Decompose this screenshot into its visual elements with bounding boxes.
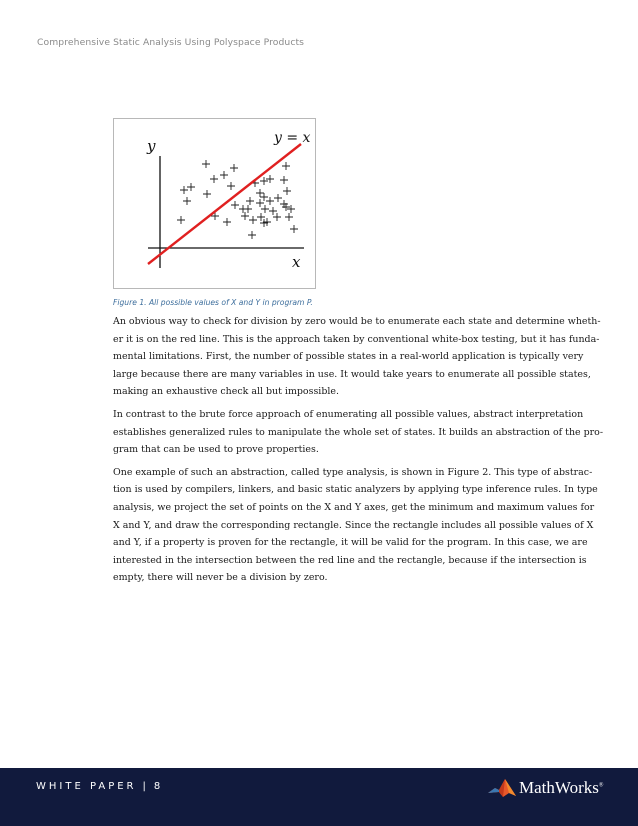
scatter-plot xyxy=(114,119,315,288)
membrane-icon xyxy=(487,777,517,799)
registered-mark: ® xyxy=(598,782,604,789)
plus-marker xyxy=(266,197,274,205)
text-line: er it is on the red line. This is the approach taken by conventional white-box testing, but it has funda- xyxy=(113,333,600,345)
text-line: and Y, if a property is proven for the rectangle, it will be valid for the program. In this case, we are xyxy=(113,537,588,549)
diagonal-line-y-equals-x xyxy=(148,144,301,264)
plus-marker xyxy=(220,171,228,179)
plus-marker xyxy=(246,197,254,205)
plus-marker xyxy=(283,187,291,195)
text-line: mental limitations. First, the number of possible states in a real-world application is typically very xyxy=(113,351,584,363)
text-line: interested in the intersection between the red line and the rectangle, because if the intersection is xyxy=(113,554,587,566)
figure-caption: Figure 1. All possible values of X and Y in program P. xyxy=(113,298,313,307)
plus-marker xyxy=(210,175,218,183)
text-line: establishes generalized rules to manipulate the whole set of states. It builds an abstraction of the pro- xyxy=(113,426,604,438)
text-line: An obvious way to check for division by zero would be to enumerate each state and determine wheth- xyxy=(113,316,601,327)
body-text xyxy=(113,313,604,592)
plus-marker xyxy=(180,186,188,194)
scatter-figure xyxy=(113,118,316,289)
plus-marker xyxy=(203,190,211,198)
page-footer xyxy=(0,768,638,826)
plus-marker xyxy=(260,193,268,201)
plus-marker xyxy=(274,194,282,202)
plus-marker xyxy=(256,189,264,197)
plus-marker xyxy=(249,216,257,224)
plus-marker xyxy=(183,197,191,205)
plus-marker xyxy=(223,218,231,226)
text-line: In contrast to the brute force approach of enumerating all possible values, abstract interpretation xyxy=(113,408,584,420)
plus-marker xyxy=(285,213,293,221)
plus-marker xyxy=(269,207,277,215)
text-line: gram that can be used to prove properties. xyxy=(113,444,319,456)
paragraph-1 xyxy=(113,313,601,401)
footer-label xyxy=(36,781,160,792)
plus-marker xyxy=(230,164,238,172)
plus-marker xyxy=(261,205,269,213)
plus-marker xyxy=(280,176,288,184)
paragraph-3 xyxy=(113,464,598,587)
plus-marker xyxy=(266,175,274,183)
plus-marker xyxy=(256,199,264,207)
plus-marker xyxy=(231,201,239,209)
plus-marker xyxy=(187,183,195,191)
text-line: analysis, we project the set of points on the X and Y axes, get the minimum and maximum values for xyxy=(113,501,595,513)
plus-marker xyxy=(260,177,268,185)
text-line: One example of such an abstraction, called type analysis, is shown in Figure 2. This type of abstrac- xyxy=(113,466,593,478)
plus-marker xyxy=(282,162,290,170)
brand-name: MathWorks® xyxy=(519,778,604,797)
running-header-title: Comprehensive Static Analysis Using Polyspace Products xyxy=(37,37,305,48)
y-axis-label: y xyxy=(147,137,156,155)
plus-marker xyxy=(273,213,281,221)
plus-marker xyxy=(248,231,256,239)
x-axis-label: x xyxy=(292,253,301,271)
page-number: 8 xyxy=(153,781,161,792)
plus-marker xyxy=(227,182,235,190)
plus-marker xyxy=(202,160,210,168)
diagonal-label: y = x xyxy=(274,130,311,146)
text-line: tion is used by compilers, linkers, and basic static analyzers by applying type inference rules. In type xyxy=(113,484,598,496)
text-line: large because there are many variables in use. It would take years to enumerate all possible states, xyxy=(113,368,591,380)
paragraph-2 xyxy=(113,406,604,459)
footer-separator: | xyxy=(142,781,146,792)
plus-marker xyxy=(287,205,295,213)
plus-marker xyxy=(244,205,252,213)
text-line: making an exhaustive check all but impossible. xyxy=(113,386,339,398)
mathworks-logo xyxy=(487,776,603,800)
text-line: X and Y, and draw the corresponding rectangle. Since the rectangle includes all possible values of X xyxy=(113,519,594,531)
plus-marker xyxy=(241,212,249,220)
text-line: empty, there will never be a division by zero. xyxy=(113,572,328,584)
plus-marker xyxy=(290,225,298,233)
document-type: WHITE PAPER xyxy=(36,781,137,792)
plus-marker xyxy=(177,216,185,224)
